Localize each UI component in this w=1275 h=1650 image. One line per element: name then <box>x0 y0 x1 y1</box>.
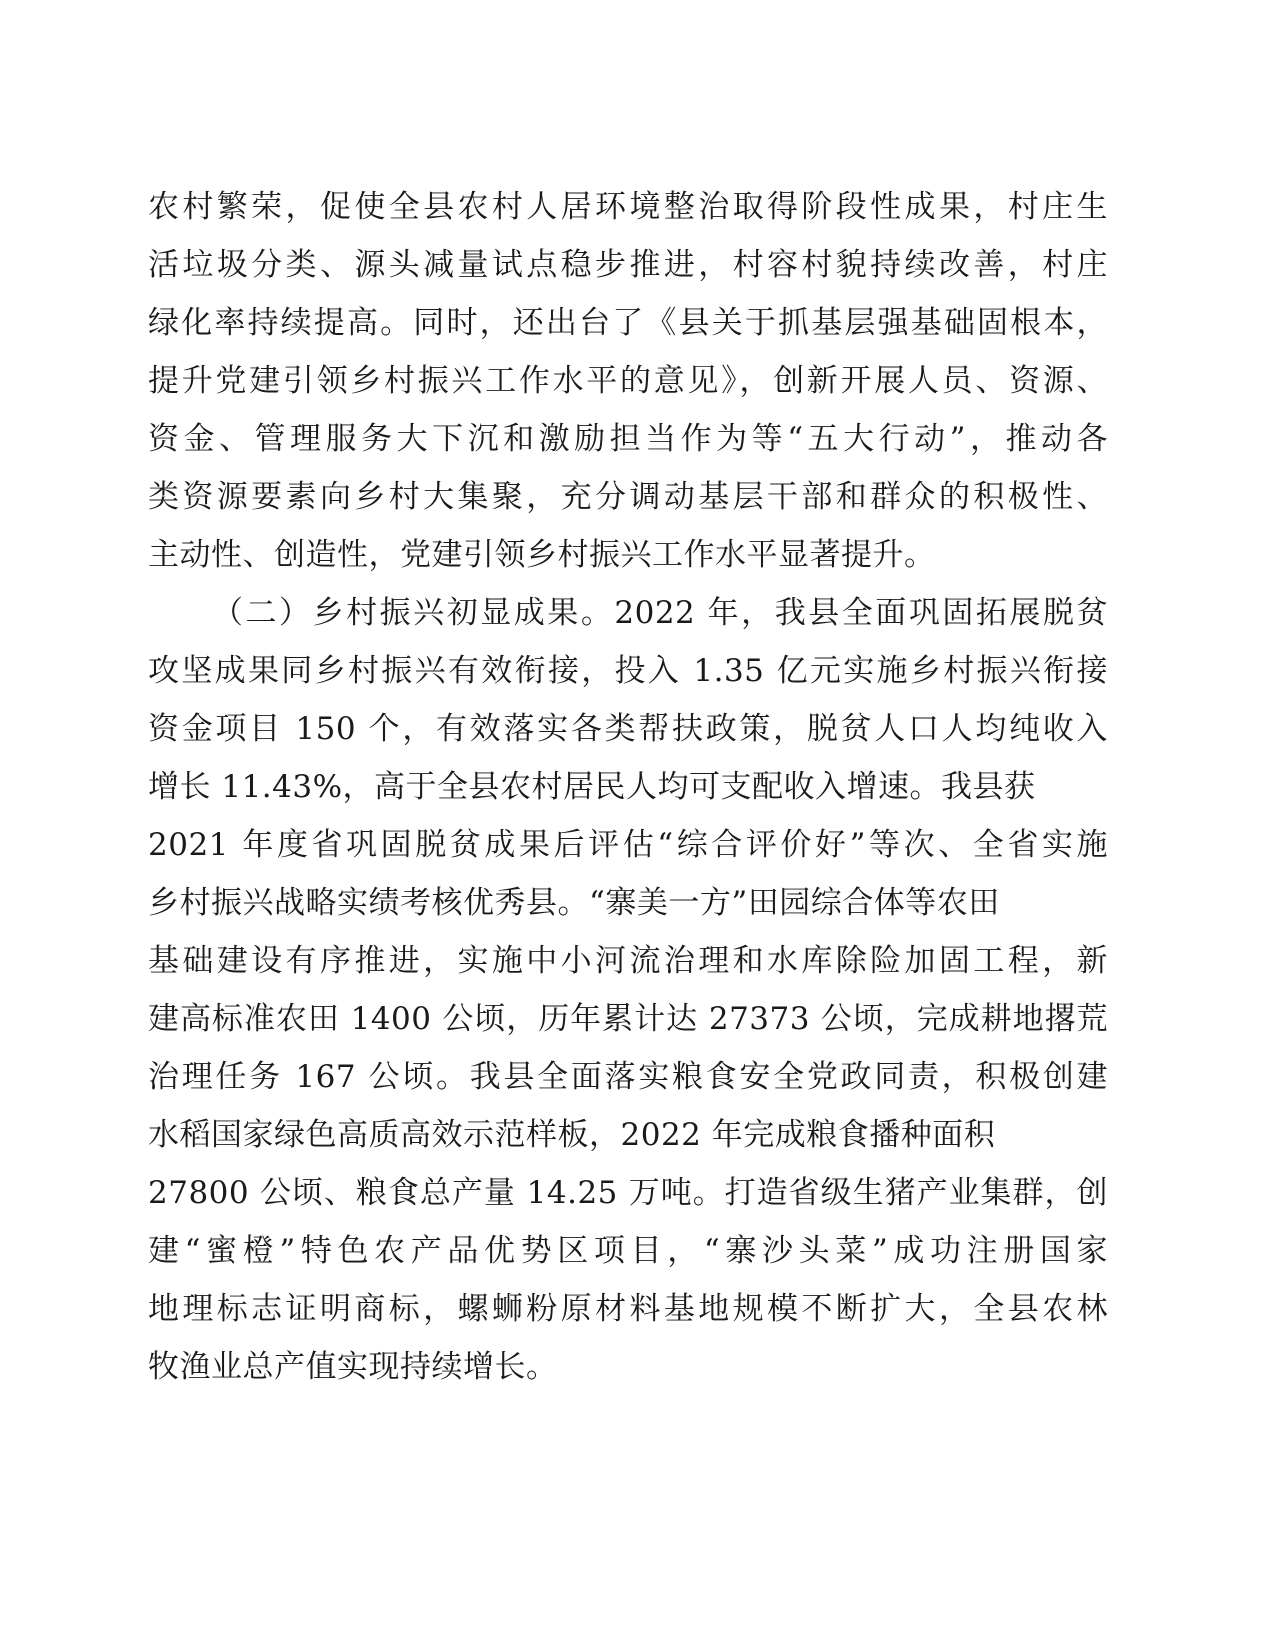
text-line: 27800 公顷、粮食总产量 14.25 万吨。打造省级生猪产业集群，创 <box>148 1175 1108 1211</box>
text-line: 建“蜜橙”特色农产品优势区项目，“寨沙头菜”成功注册国家 <box>148 1233 1108 1269</box>
text-line: 绿化率持续提高。同时，还出台了《县关于抓基层强基础固根本， <box>148 305 1108 341</box>
text-line: 活垃圾分类、源头减量试点稳步推进，村容村貌持续改善，村庄 <box>148 247 1108 283</box>
text-line: 建高标准农田 1400 公顷，历年累计达 27373 公顷，完成耕地撂荒 <box>148 1001 1108 1037</box>
paragraph-last-line: 主动性、创造性，党建引领乡村振兴工作水平显著提升。 <box>148 537 936 573</box>
text-line: 增长 11.43%，高于全县农村居民人均可支配收入增速。我县获 <box>148 769 1036 805</box>
text-line: 农村繁荣，促使全县农村人居环境整治取得阶段性成果，村庄生 <box>148 189 1108 225</box>
text-line: 基础建设有序推进，实施中小河流治理和水库除险加固工程，新 <box>148 943 1108 979</box>
text-line: 资金、管理服务大下沉和激励担当作为等“五大行动”，推动各 <box>148 421 1108 457</box>
text-line: 提升党建引领乡村振兴工作水平的意见》，创新开展人员、资源、 <box>148 363 1108 399</box>
text-line: 地理标志证明商标，螺蛳粉原材料基地规模不断扩大，全县农林 <box>148 1291 1108 1327</box>
document-body <box>148 178 1108 1396</box>
text-line: 类资源要素向乡村大集聚，充分调动基层干部和群众的积极性、 <box>148 479 1108 515</box>
text-line: 水稻国家绿色高质高效示范样板，2022 年完成粮食播种面积 <box>148 1117 996 1153</box>
text-line: 乡村振兴战略实绩考核优秀县。“寨美一方”田园综合体等农田 <box>148 885 1000 921</box>
text-line: 治理任务 167 公顷。我县全面落实粮食安全党政同责，积极创建 <box>148 1059 1108 1095</box>
section-heading-line: （二）乡村振兴初显成果。2022 年，我县全面巩固拓展脱贫 <box>212 595 1108 631</box>
text-line: 资金项目 150 个，有效落实各类帮扶政策，脱贫人口人均纯收入 <box>148 711 1108 747</box>
paragraph-last-line: 牧渔业总产值实现持续增长。 <box>148 1349 558 1385</box>
text-line: 攻坚成果同乡村振兴有效衔接，投入 1.35 亿元实施乡村振兴衔接 <box>148 653 1108 689</box>
text-line: 2021 年度省巩固脱贫成果后评估“综合评价好”等次、全省实施 <box>148 827 1108 863</box>
